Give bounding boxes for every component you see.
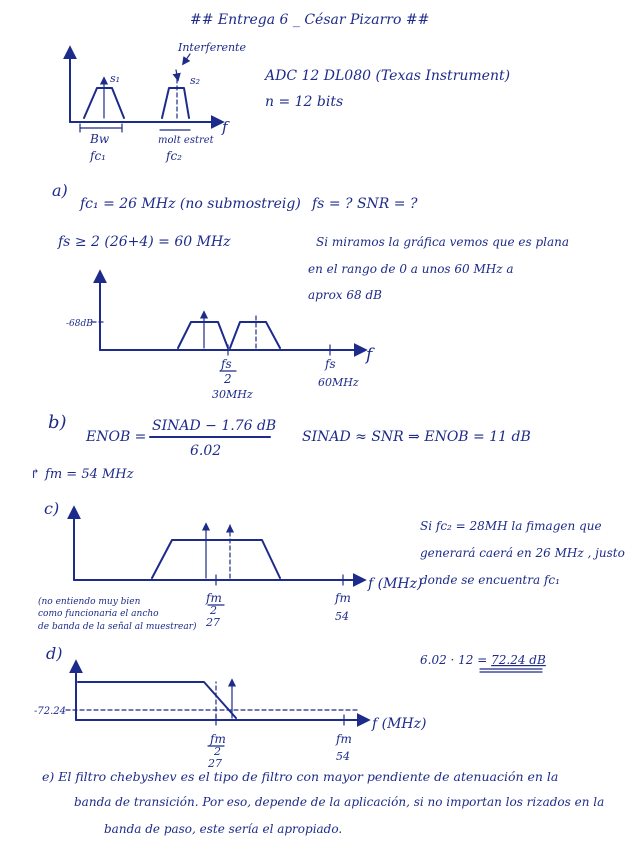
part-a-note-3: aprox 68 dB (308, 288, 382, 302)
part-d-yval: -72.24 (34, 706, 67, 717)
part-d-fm2-value: 27 (208, 757, 222, 770)
part-a-note-2: en el rango de 0 a unos 60 MHz a (308, 262, 514, 276)
n-bits: n = 12 bits (265, 94, 344, 110)
fs-half-value: 30MHz (212, 388, 253, 401)
part-a-given: fc₁ = 26 MHz (no submostreig) (80, 196, 301, 212)
part-c-axis-label: f (MHz) (368, 576, 423, 592)
part-a-note-1: Si miramos la gráfica vemos que es plana (316, 235, 570, 249)
fc2-label: fc₂ (166, 149, 182, 163)
part-d-calc-result: 72.24 dB (491, 653, 546, 667)
fs-label: fs (325, 357, 336, 371)
interferente-label: Interferente (178, 41, 246, 54)
part-e-line-1: e) El filtro chebyshev es el tipo de filtro con mayor pendiente de atenuación en la (42, 769, 559, 784)
part-c-fm2-value: 27 (206, 616, 220, 629)
fs-equation: fs ≥ 2 (26+4) = 60 MHz (58, 234, 231, 250)
part-d-calc-prefix: 6.02 · 12 = (420, 653, 492, 667)
part-d-fm-label: fm (336, 732, 352, 746)
part-c-fm-label: fm (335, 591, 351, 605)
part-b-label: b) (48, 412, 67, 433)
enob-rhs: SINAD ≈ SNR ⇒ ENOB = 11 dB (302, 429, 531, 445)
intro-spectrum-graph (70, 48, 222, 132)
part-e-line-2: banda de transición. Por eso, depende de la aplicación, si no importan los rizados en la (74, 795, 605, 809)
part-c-note-3: donde se encuentra fc₁ (420, 573, 560, 587)
s2-label: s₂ (190, 74, 201, 87)
fc1-label: fc₁ (90, 149, 106, 163)
enob-numerator: SINAD − 1.76 dB (152, 418, 277, 434)
part-d-fm-value: 54 (336, 750, 350, 763)
part-c-paren-3: de banda de la señal al muestrear) (38, 622, 197, 632)
molt-estret-label: molt estret (158, 135, 214, 146)
part-c-paren-2: como funcionaria el ancho (38, 609, 159, 619)
part-c-fm-value: 54 (335, 610, 349, 623)
part-d-axis-label: f (MHz) (372, 716, 427, 732)
part-d-label: d) (46, 644, 63, 663)
part-a-label: a) (52, 181, 68, 200)
part-a-yval: -68dB (66, 319, 93, 329)
part-a-f-axis-label: f (366, 345, 373, 365)
bw-label: Bw (90, 132, 110, 146)
part-e-line-3: banda de paso, este sería el apropiado. (104, 822, 343, 836)
part-c-fm2-top: fm (206, 591, 222, 605)
enob-lhs: ENOB = (86, 429, 147, 445)
part-c-label: c) (44, 499, 60, 518)
part-c-paren-1: (no entiendo muy bien (38, 597, 141, 607)
part-c-fm2-bottom: 2 (210, 604, 217, 617)
enob-denominator: 6.02 (190, 443, 222, 459)
svg-text:6.02 · 12 = 72.24 dB (420, 653, 546, 667)
fs-half-bottom: 2 (224, 372, 232, 386)
part-c-note-2: generará caerá en 26 MHz , justo (420, 546, 625, 560)
intro-f-axis-label: f (222, 118, 228, 136)
part-d-fm2-top: fm (210, 732, 226, 746)
s1-label: s₁ (110, 72, 121, 85)
fs-value: 60MHz (318, 376, 359, 389)
adc-model: ADC 12 DL080 (Texas Instrument) (265, 68, 511, 84)
part-c-note-1: Si fc₂ = 28MH la fimagen que (420, 519, 602, 533)
part-a-ask: fs = ? SNR = ? (312, 196, 418, 212)
fs-half-top: fs (221, 357, 232, 371)
part-d-fm2-bottom: 2 (214, 745, 221, 758)
fm-line: ↱ fm = 54 MHz (30, 467, 134, 482)
page-title: ## Entrega 6 _ César Pizarro ## (190, 12, 430, 28)
